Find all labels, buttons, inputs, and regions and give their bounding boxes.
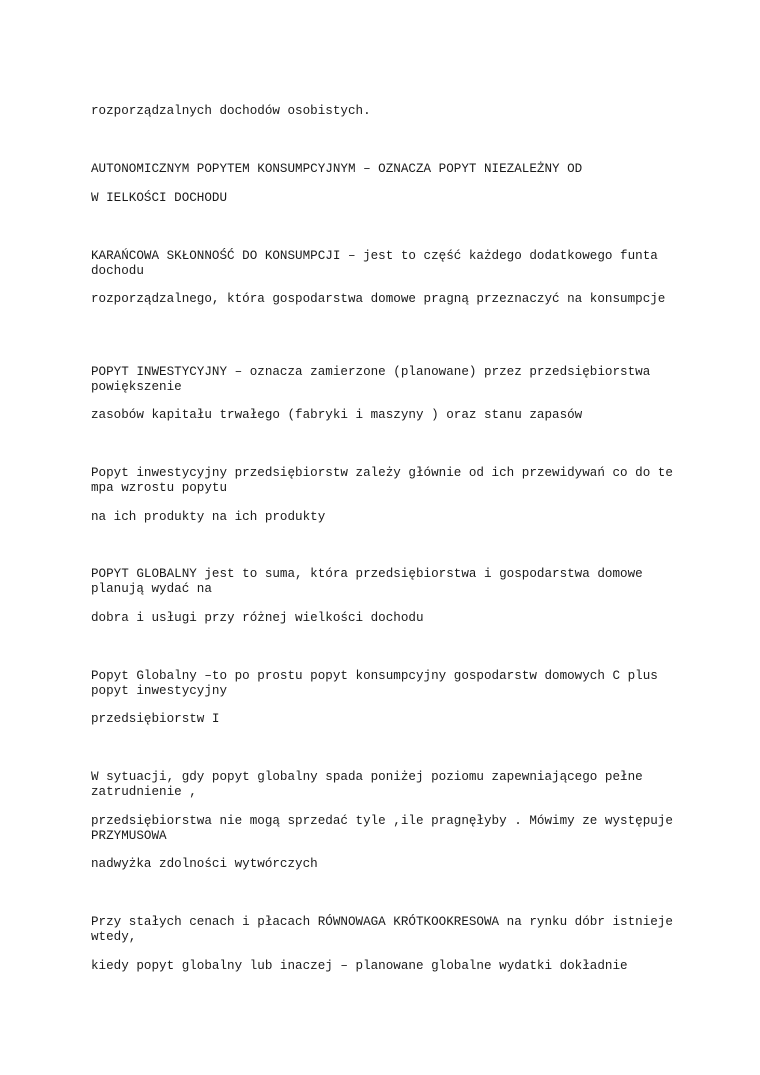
text-line: POPYT INWESTYCYJNY – oznacza zamierzone (planowane) przez przedsiębiorstwa powiększenie (91, 365, 651, 394)
text-line: POPYT GLOBALNY jest to suma, która przedsiębiorstwa i gospodarstwa domowe planują wydać na (91, 567, 643, 596)
text-line: przedsiębiorstwa nie mogą sprzedać tyle ,ile pragnęłyby . Mówimy ze występuje PRZYMUSOWA (91, 814, 673, 843)
text-line: zasobów kapitału trwałego (fabryki i maszyny ) oraz stanu zapasów (91, 408, 583, 422)
text-line: Popyt Globalny –to po prostu popyt konsumpcyjny gospodarstw domowych C plus popyt inwestycyjny (91, 669, 658, 698)
text-line: Popyt inwestycyjny przedsiębiorstw zależy głównie od ich przewidywań co do te mpa wzrostu popytu (91, 466, 673, 495)
text-line: nadwyżka zdolności wytwórczych (91, 857, 318, 871)
text-line: przedsiębiorstw I (91, 712, 220, 726)
text-line: dobra i usługi przy różnej wielkości dochodu (91, 611, 424, 625)
text-line: rozporządzalnego, która gospodarstwa domowe pragną przeznaczyć na konsumpcje (91, 292, 666, 306)
text-line: W IELKOŚCI DOCHODU (91, 191, 228, 205)
text-line: KARAŃCOWA SKŁONNOŚĆ DO KONSUMPCJI – jest to część każdego dodatkowego funta dochodu (91, 249, 658, 278)
text-line: Przy stałych cenach i płacach RÓWNOWAGA KRÓTKOOKRESOWA na rynku dóbr istnieje wtedy, (91, 915, 673, 944)
text-line: W sytuacji, gdy popyt globalny spada poniżej poziomu zapewniającego pełne zatrudnienie , (91, 770, 643, 799)
text-line: kiedy popyt globalny lub inaczej – planowane globalne wydatki dokładnie (91, 959, 628, 973)
text-line: AUTONOMICZNYM POPYTEM KONSUMPCYJNYM – OZNACZA POPYT NIEZALEŻNY OD (91, 162, 583, 176)
text-line: na ich produkty na ich produkty (91, 510, 326, 524)
text-line: rozporządzalnych dochodów osobistych. (91, 104, 371, 118)
